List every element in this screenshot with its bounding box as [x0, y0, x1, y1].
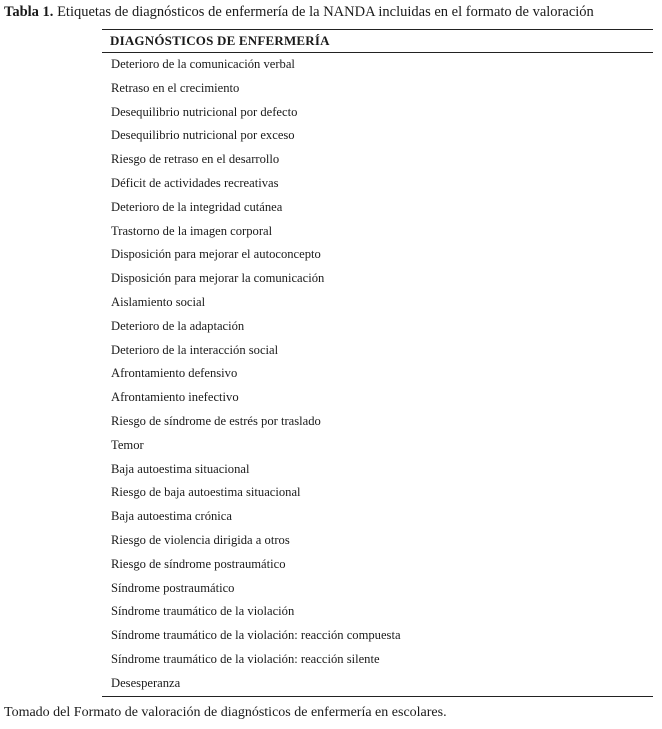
table-row: Baja autoestima situacional	[111, 461, 250, 476]
table-row: Disposición para mejorar el autoconcepto	[111, 247, 321, 262]
table-row: Desesperanza	[111, 675, 181, 690]
table-caption	[4, 3, 658, 21]
diagnoses-table	[102, 29, 653, 697]
table-row: Riesgo de baja autoestima situacional	[111, 485, 301, 500]
table-row: Desequilibrio nutricional por exceso	[111, 128, 295, 143]
table-row: Trastorno de la imagen corporal	[111, 223, 273, 238]
table-header: DIAGNÓSTICOS DE ENFERMERÍA	[102, 30, 653, 53]
table-row: Deterioro de la interacción social	[111, 342, 279, 357]
table-row: Síndrome traumático de la violación	[111, 604, 295, 619]
table-body	[102, 53, 653, 696]
table-row: Riesgo de violencia dirigida a otros	[111, 532, 290, 547]
table-row: Riesgo de retraso en el desarrollo	[111, 152, 280, 167]
table-row: Disposición para mejorar la comunicación	[111, 271, 325, 286]
table-row: Aislamiento social	[111, 294, 206, 309]
table-row: Deterioro de la comunicación verbal	[111, 57, 295, 71]
table-row: Retraso en el crecimiento	[111, 80, 240, 95]
table-row: Deterioro de la integridad cutánea	[111, 199, 283, 214]
table-row: Riesgo de síndrome postraumático	[111, 556, 286, 571]
table-row: Déficit de actividades recreativas	[111, 175, 279, 190]
table-row: Afrontamiento inefectivo	[111, 390, 239, 405]
table-row: Síndrome traumático de la violación: reacción compuesta	[111, 628, 401, 643]
table-row: Afrontamiento defensivo	[111, 366, 238, 381]
table-row: Temor	[111, 437, 144, 452]
table-row: Síndrome postraumático	[111, 580, 235, 595]
table-row: Deterioro de la adaptación	[111, 318, 245, 333]
table-row: Desequilibrio nutricional por defecto	[111, 104, 298, 119]
table-footnote: Tomado del Formato de valoración de diagnósticos de enfermería en escolares.	[4, 705, 447, 720]
table-row: Riesgo de síndrome de estrés por traslado	[111, 413, 321, 428]
table-caption-label: Tabla 1.	[4, 4, 54, 20]
table-row: Síndrome traumático de la violación: reacción silente	[111, 651, 380, 666]
table-caption-text: Etiquetas de diagnósticos de enfermería de la NANDA incluidas en el formato de valoración	[57, 4, 594, 20]
table-row: Baja autoestima crónica	[111, 509, 232, 524]
